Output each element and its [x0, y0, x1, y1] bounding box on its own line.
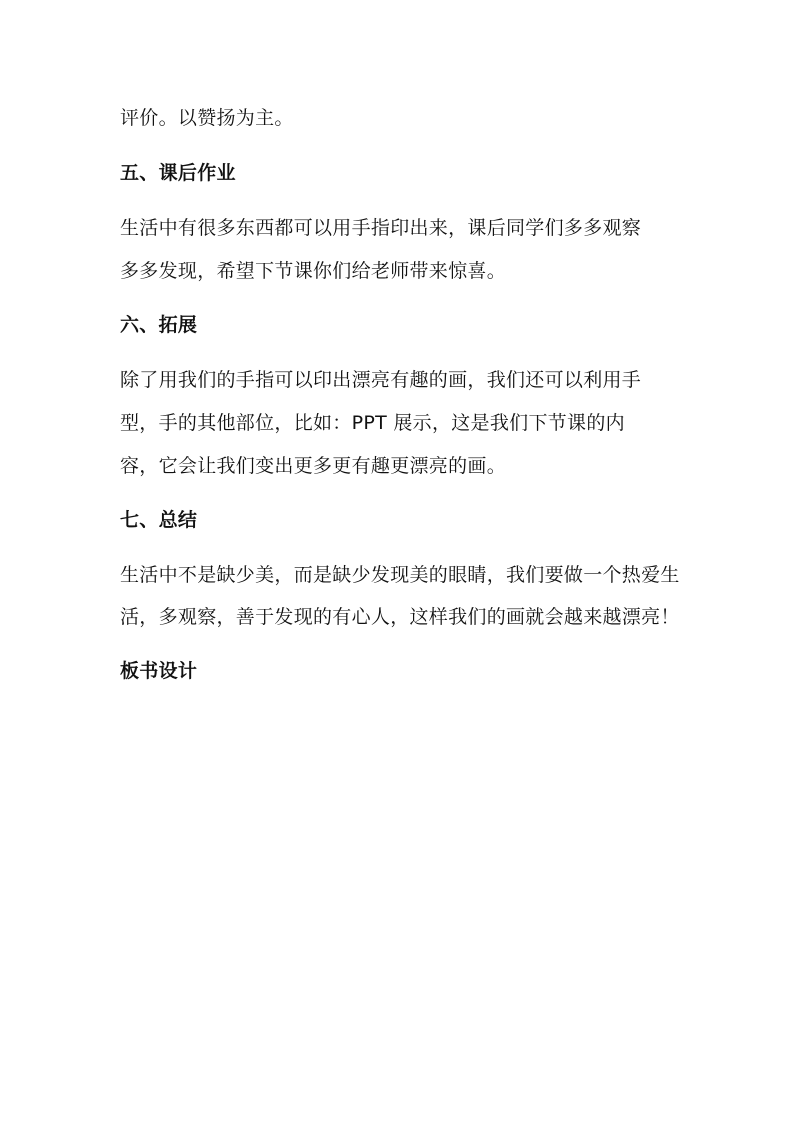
section-heading-summary: 七、总结: [120, 509, 198, 531]
paragraph-line-summary-1: 生活中不是缺少美，而是缺少发现美的眼睛，我们要做一个热爱生: [120, 564, 680, 586]
paragraph-line-evaluation: 评价。以赞扬为主。: [120, 107, 294, 129]
section-heading-extension: 六、拓展: [120, 314, 198, 336]
paragraph-line-extension-1: 除了用我们的手指可以印出漂亮有趣的画，我们还可以利用手: [120, 369, 642, 391]
paragraph-line-homework-1: 生活中有很多东西都可以用手指印出来，课后同学们多多观察: [120, 217, 642, 239]
paragraph-line-extension-2: 型，手的其他部位，比如：PPT 展示，这是我们下节课的内: [120, 412, 625, 434]
section-heading-board-design: 板书设计: [120, 660, 198, 682]
paragraph-line-extension-3: 容，它会让我们变出更多更有趣更漂亮的画。: [120, 455, 507, 477]
paragraph-line-summary-2: 活，多观察，善于发现的有心人，这样我们的画就会越来越漂亮！: [120, 606, 680, 628]
section-heading-homework: 五、课后作业: [120, 162, 236, 184]
paragraph-line-homework-2: 多多发现，希望下节课你们给老师带来惊喜。: [120, 260, 507, 282]
